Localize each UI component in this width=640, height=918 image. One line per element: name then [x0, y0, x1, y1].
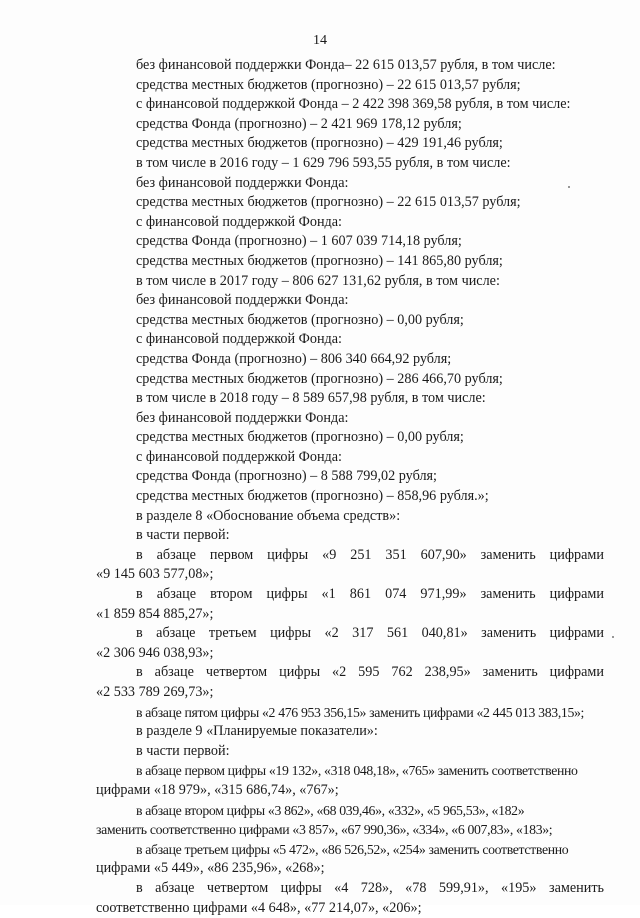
text-line: в абзаце первом цифры «9 251 351 607,90» заменить цифрами — [136, 546, 604, 563]
text-line: в том числе в 2017 году – 806 627 131,62 рубля, в том числе: — [136, 272, 500, 289]
text-line: в абзаце третьем цифры «2 317 561 040,81» заменить цифрами — [136, 625, 604, 642]
text-line: в части первой: — [136, 742, 230, 759]
text-line: средства местных бюджетов (прогнозно) – 858,96 рубля.»; — [136, 488, 489, 505]
text-line: в абзаце пятом цифры «2 476 953 356,15» заменить цифрами «2 445 013 383,15»; — [136, 704, 585, 720]
text-line: в разделе 8 «Обоснование объема средств»: — [136, 507, 401, 524]
text-line: с финансовой поддержкой Фонда – 2 422 398 369,58 рубля, в том числе: — [136, 96, 571, 113]
scan-speck — [568, 186, 570, 188]
text-line: цифрами «5 449», «86 235,96», «268»; — [96, 860, 325, 877]
text-line: без финансовой поддержки Фонда: — [136, 409, 349, 426]
text-line: средства Фонда (прогнозно) – 8 588 799,02 рубля; — [136, 468, 437, 485]
text-line: без финансовой поддержки Фонда: — [136, 174, 349, 191]
text-line: «1 859 854 885,27»; — [96, 605, 214, 622]
text-line: средства Фонда (прогнозно) – 2 421 969 178,12 рубля; — [136, 115, 462, 132]
text-line: без финансовой поддержки Фонда– 22 615 013,57 рубля, в том числе: — [136, 57, 556, 73]
text-line: с финансовой поддержкой Фонда: — [136, 448, 343, 465]
text-line: средства местных бюджетов (прогнозно) – 0,00 рубля; — [136, 429, 464, 446]
text-line: в разделе 9 «Планируемые показатели»: — [136, 723, 378, 740]
text-line: средства местных бюджетов (прогнозно) – 429 191,46 рубля; — [136, 135, 503, 152]
text-line: в части первой: — [136, 527, 230, 544]
text-line: соответственно цифрами «4 648», «77 214,07», «206»; — [96, 899, 422, 916]
text-line: с финансовой поддержкой Фонда: — [136, 331, 343, 348]
text-line: цифрами «18 979», «315 686,74», «767»; — [96, 781, 339, 798]
page-number: 14 — [313, 33, 327, 48]
text-line: «9 145 603 577,08»; — [96, 566, 214, 583]
scan-speck — [612, 636, 614, 638]
text-line: в абзаце четвертом цифры «4 728», «78 599,91», «195» заменить — [136, 879, 604, 896]
text-line: средства местных бюджетов (прогнозно) – 22 615 013,57 рубля; — [136, 76, 521, 93]
text-line: средства местных бюджетов (прогнозно) – 141 865,80 рубля; — [136, 252, 503, 269]
text-line: в абзаце третьем цифры «5 472», «86 526,52», «254» заменить соответственно — [136, 841, 569, 857]
text-line: с финансовой поддержкой Фонда: — [136, 213, 343, 230]
text-line: средства местных бюджетов (прогнозно) – 0,00 рубля; — [136, 311, 464, 328]
text-line: в абзаце втором цифры «1 861 074 971,99» заменить цифрами — [136, 586, 604, 603]
text-line: без финансовой поддержки Фонда: — [136, 292, 349, 309]
text-line: средства Фонда (прогнозно) – 806 340 664,92 рубля; — [136, 350, 452, 367]
text-line: в том числе в 2018 году – 8 589 657,98 рубля, в том числе: — [136, 390, 486, 407]
text-line: «2 306 946 038,93»; — [96, 644, 214, 661]
document-body — [96, 56, 604, 918]
text-line: средства местных бюджетов (прогнозно) – 286 466,70 рубля; — [136, 370, 503, 387]
text-line: в том числе в 2016 году – 1 629 796 593,55 рубля, в том числе: — [136, 154, 511, 171]
text-line: средства местных бюджетов (прогнозно) – 22 615 013,57 рубля; — [136, 194, 521, 211]
text-line: в абзаце втором цифры «3 862», «68 039,46», «332», «5 965,53», «182» — [136, 802, 525, 818]
text-line: «2 533 789 269,73»; — [96, 684, 214, 700]
text-line: средства Фонда (прогнозно) – 1 607 039 714,18 рубля; — [136, 233, 462, 250]
text-line: в абзаце первом цифры «19 132», «318 048,18», «765» заменить соответственно — [136, 763, 578, 779]
text-line: заменить соответственно цифрами «3 857», «67 990,36», «334», «6 007,83», «183»; — [96, 822, 553, 838]
text-line: в абзаце четвертом цифры «2 595 762 238,95» заменить цифрами — [136, 664, 604, 681]
